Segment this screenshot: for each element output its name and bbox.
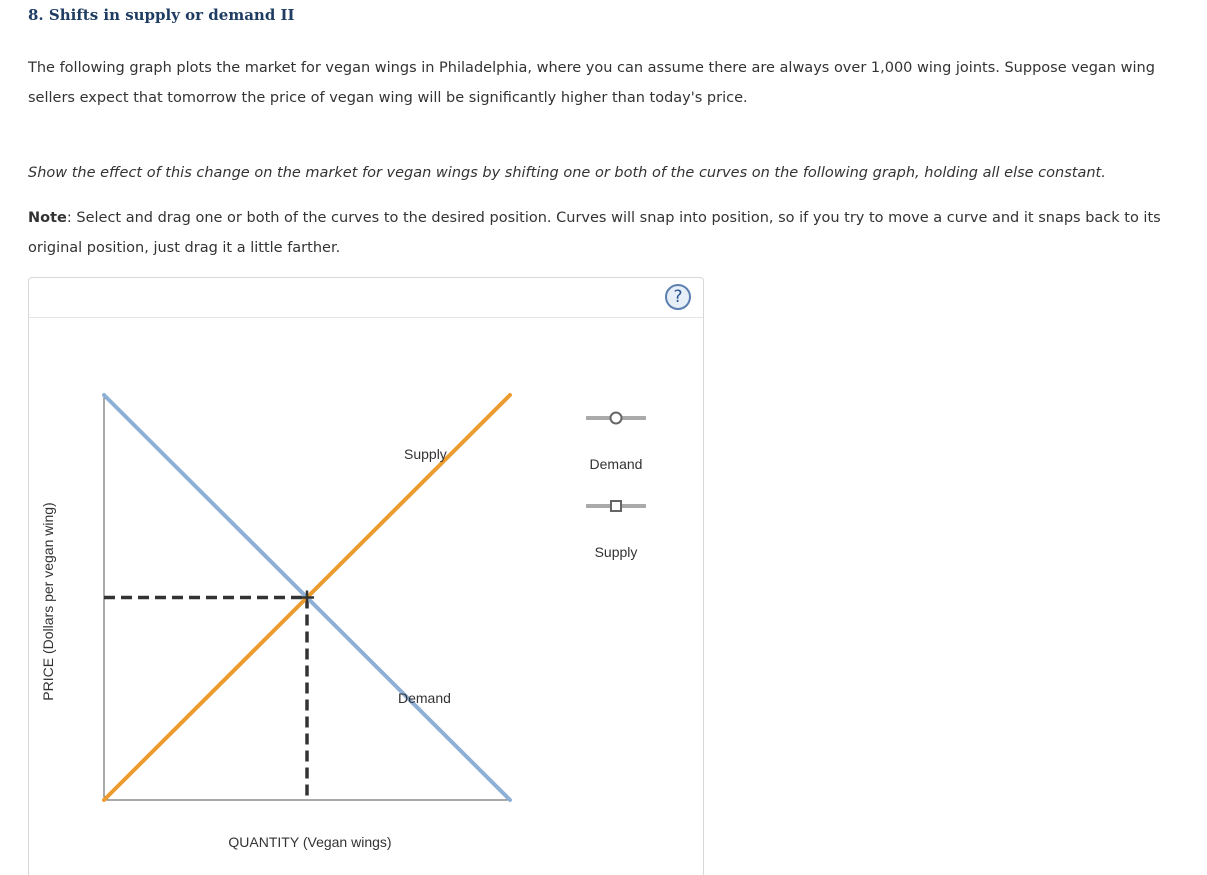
demand-tool-circle-icon	[611, 413, 622, 424]
demand-curve-label: Demand	[398, 690, 451, 706]
y-axis-label: PRICE (Dollars per vegan wing)	[40, 502, 56, 701]
legend-demand-tool[interactable]	[586, 413, 646, 424]
legend-supply-label: Supply	[594, 544, 638, 560]
help-button[interactable]: ?	[665, 284, 691, 310]
note-text: : Select and drag one or both of the curves to the desired position. Curves will snap into position, so if you try to move a curve and it snaps back to its original position, just drag it a little farther.	[28, 210, 1161, 256]
legend-supply-tool[interactable]	[586, 501, 646, 511]
x-axis-label: QUANTITY (Vegan wings)	[228, 834, 392, 850]
problem-intro: The following graph plots the market for vegan wings in Philadelphia, where you can assume there are always over 1,000 wing joints. Suppose vegan wing sellers expect that tomorrow the price of vegan wing will be significantly higher than today's price.	[28, 60, 1155, 106]
supply-tool-square-icon	[611, 501, 621, 511]
supply-curve-label: Supply	[404, 446, 447, 462]
problem-instruction: Show the effect of this change on the market for vegan wings by shifting one or both of the curves on the following graph, holding all else constant.	[28, 165, 1106, 181]
supply-demand-chart	[29, 278, 705, 875]
note-label: Note	[28, 210, 67, 226]
problem-title: 8. Shifts in supply or demand II	[28, 6, 295, 24]
graph-panel	[28, 277, 704, 875]
problem-note	[28, 203, 1178, 263]
legend-demand-label: Demand	[589, 456, 643, 472]
